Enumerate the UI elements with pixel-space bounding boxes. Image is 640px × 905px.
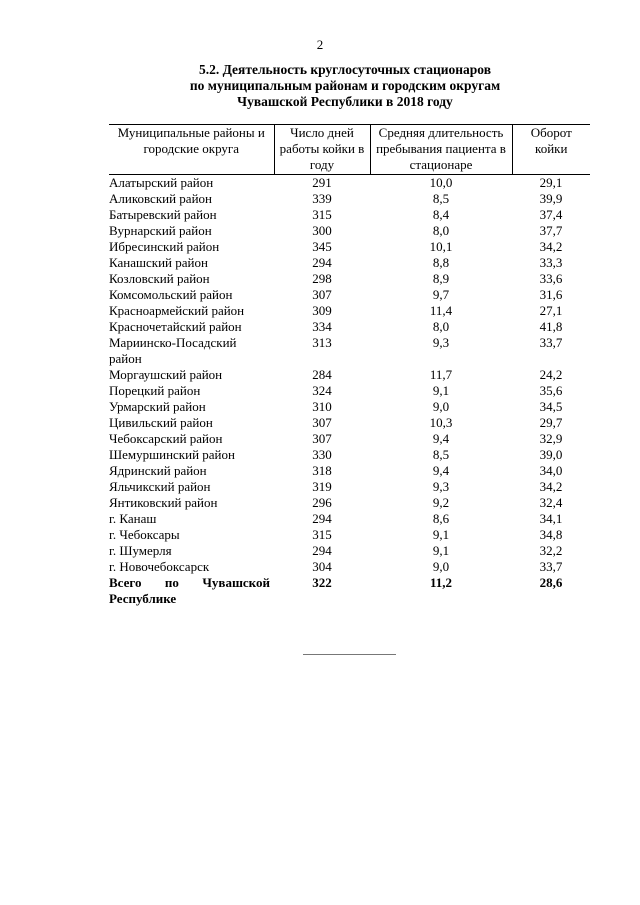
total-name-line-2: Республике — [109, 591, 177, 606]
row-bed-days: 294 — [312, 511, 332, 526]
row-bed-turnover: 39,0 — [539, 447, 563, 462]
table-row — [109, 479, 590, 495]
row-name: Козловский район — [109, 271, 210, 286]
table-row — [109, 543, 590, 559]
row-name: Яльчикский район — [109, 479, 211, 494]
row-name: Комсомольский район — [109, 287, 233, 302]
table-row — [109, 415, 590, 431]
row-bed-turnover: 34,1 — [539, 511, 563, 526]
header-bed-days: Число дней работы койки в году — [274, 125, 370, 175]
row-avg-stay: 10,3 — [429, 415, 453, 430]
row-name: Чебоксарский район — [109, 431, 223, 446]
total-bed-turnover: 28,6 — [539, 575, 563, 590]
table-row — [109, 383, 590, 399]
row-avg-stay: 11,4 — [429, 303, 453, 318]
row-name: Красноармейский район — [109, 303, 245, 318]
table-row — [109, 335, 590, 367]
row-bed-days: 334 — [312, 319, 332, 334]
row-bed-days: 307 — [312, 431, 332, 446]
table-row — [109, 239, 590, 255]
table-row — [109, 463, 590, 479]
row-avg-stay: 8,6 — [432, 511, 450, 526]
table-row — [109, 191, 590, 207]
table-row — [109, 495, 590, 511]
row-avg-stay: 8,0 — [432, 319, 450, 334]
row-bed-days: 304 — [312, 559, 332, 574]
row-bed-turnover: 37,4 — [539, 207, 563, 222]
row-avg-stay: 9,2 — [432, 495, 450, 510]
table-row — [109, 319, 590, 335]
row-bed-days: 318 — [312, 463, 332, 478]
title-line-1: 5.2. Деятельность круглосуточных стационаров — [198, 62, 492, 77]
row-bed-days: 294 — [312, 255, 332, 270]
row-bed-turnover: 29,1 — [539, 175, 563, 190]
row-avg-stay: 9,0 — [432, 559, 450, 574]
total-name-line-1: Всего по Чувашской — [109, 575, 270, 590]
row-avg-stay: 10,1 — [429, 239, 453, 254]
row-bed-turnover: 34,2 — [539, 479, 563, 494]
table-row — [109, 447, 590, 463]
row-avg-stay: 9,1 — [432, 383, 450, 398]
row-bed-turnover: 32,2 — [539, 543, 563, 558]
row-bed-turnover: 35,6 — [539, 383, 563, 398]
row-avg-stay: 8,5 — [432, 447, 450, 462]
row-bed-turnover: 31,6 — [539, 287, 563, 302]
row-bed-days: 298 — [312, 271, 332, 286]
table-row — [109, 431, 590, 447]
table-row — [109, 559, 590, 575]
row-bed-turnover: 34,0 — [539, 463, 563, 478]
row-bed-turnover: 24,2 — [539, 367, 563, 382]
row-name: Батыревский район — [109, 207, 217, 222]
row-name: Порецкий район — [109, 383, 201, 398]
table-header-row — [109, 125, 590, 175]
row-name: Алатырский район — [109, 175, 214, 190]
row-bed-turnover: 33,3 — [539, 255, 563, 270]
row-bed-turnover: 37,7 — [539, 223, 563, 238]
row-name: Урмарский район — [109, 399, 206, 414]
table-title — [90, 62, 600, 110]
table-body — [109, 175, 590, 608]
header-avg-stay: Средняя длительность пребывания пациента в стационаре — [370, 125, 512, 175]
hospital-stats-table — [109, 124, 590, 607]
row-bed-days: 296 — [312, 495, 332, 510]
row-bed-turnover: 33,6 — [539, 271, 563, 286]
row-avg-stay: 9,7 — [432, 287, 450, 302]
row-name: Мариинско-Посадский район — [109, 335, 237, 366]
row-name: Вурнарский район — [109, 223, 212, 238]
total-bed-days: 322 — [312, 575, 332, 590]
table-row — [109, 399, 590, 415]
row-bed-days: 284 — [312, 367, 332, 382]
table-total-row — [109, 575, 590, 607]
row-avg-stay: 8,4 — [432, 207, 450, 222]
row-avg-stay: 8,9 — [432, 271, 450, 286]
total-name — [109, 575, 274, 607]
table-row — [109, 223, 590, 239]
row-avg-stay: 9,0 — [432, 399, 450, 414]
table-row — [109, 255, 590, 271]
row-bed-days: 315 — [312, 527, 332, 542]
row-avg-stay: 9,4 — [432, 431, 450, 446]
row-bed-days: 310 — [312, 399, 332, 414]
row-name: г. Новочебоксарск — [109, 559, 210, 574]
row-bed-days: 313 — [312, 335, 332, 350]
row-bed-turnover: 39,9 — [539, 191, 563, 206]
table-row — [109, 175, 590, 192]
row-bed-days: 330 — [312, 447, 332, 462]
row-bed-days: 300 — [312, 223, 332, 238]
title-line-2: по муниципальным районам и городским округам — [189, 78, 501, 93]
row-name: Ядринский район — [109, 463, 207, 478]
row-bed-turnover: 33,7 — [539, 559, 563, 574]
row-bed-days: 307 — [312, 415, 332, 430]
row-bed-turnover: 34,8 — [539, 527, 563, 542]
row-name: Канашский район — [109, 255, 208, 270]
row-avg-stay: 10,0 — [429, 175, 453, 190]
row-name: Янтиковский район — [109, 495, 218, 510]
row-bed-days: 307 — [312, 287, 332, 302]
row-name: Моргаушский район — [109, 367, 223, 382]
row-avg-stay: 11,7 — [429, 367, 453, 382]
row-bed-turnover: 27,1 — [539, 303, 563, 318]
row-name: Ибресинский район — [109, 239, 220, 254]
row-name: г. Шумерля — [109, 543, 172, 558]
row-bed-days: 319 — [312, 479, 332, 494]
row-avg-stay: 9,4 — [432, 463, 450, 478]
table-row — [109, 287, 590, 303]
title-line-3: Чувашской Республики в 2018 году — [237, 94, 453, 109]
row-bed-turnover: 34,2 — [539, 239, 563, 254]
row-bed-days: 345 — [312, 239, 332, 254]
row-name: г. Чебоксары — [109, 527, 180, 542]
row-avg-stay: 9,3 — [432, 479, 450, 494]
row-bed-turnover: 34,5 — [539, 399, 563, 414]
row-avg-stay: 9,1 — [432, 543, 450, 558]
row-avg-stay: 9,3 — [432, 335, 450, 350]
footer-divider — [303, 654, 396, 655]
row-avg-stay: 9,1 — [432, 527, 450, 542]
row-bed-days: 315 — [312, 207, 332, 222]
row-name: Аликовский район — [109, 191, 212, 206]
header-bed-turnover: Оборот койки — [512, 125, 590, 175]
row-bed-days: 294 — [312, 543, 332, 558]
table-row — [109, 207, 590, 223]
row-bed-turnover: 41,8 — [539, 319, 563, 334]
row-name: Красночетайский район — [109, 319, 242, 334]
row-avg-stay: 8,5 — [432, 191, 450, 206]
table-row — [109, 367, 590, 383]
row-bed-turnover: 33,7 — [539, 335, 563, 350]
row-avg-stay: 8,0 — [432, 223, 450, 238]
row-name: Цивильский район — [109, 415, 213, 430]
table-row — [109, 271, 590, 287]
row-bed-days: 291 — [312, 175, 332, 190]
table-row — [109, 303, 590, 319]
row-bed-turnover: 29,7 — [539, 415, 563, 430]
header-municipality: Муниципальные районы и городские округа — [109, 125, 274, 175]
row-bed-days: 339 — [312, 191, 332, 206]
row-avg-stay: 8,8 — [432, 255, 450, 270]
page-number: 2 — [316, 37, 324, 52]
row-name: Шемуршинский район — [109, 447, 235, 462]
row-bed-turnover: 32,9 — [539, 431, 563, 446]
total-avg-stay: 11,2 — [429, 575, 453, 590]
table-row — [109, 527, 590, 543]
row-bed-turnover: 32,4 — [539, 495, 563, 510]
row-name: г. Канаш — [109, 511, 157, 526]
table-row — [109, 511, 590, 527]
row-bed-days: 309 — [312, 303, 332, 318]
row-bed-days: 324 — [312, 383, 332, 398]
